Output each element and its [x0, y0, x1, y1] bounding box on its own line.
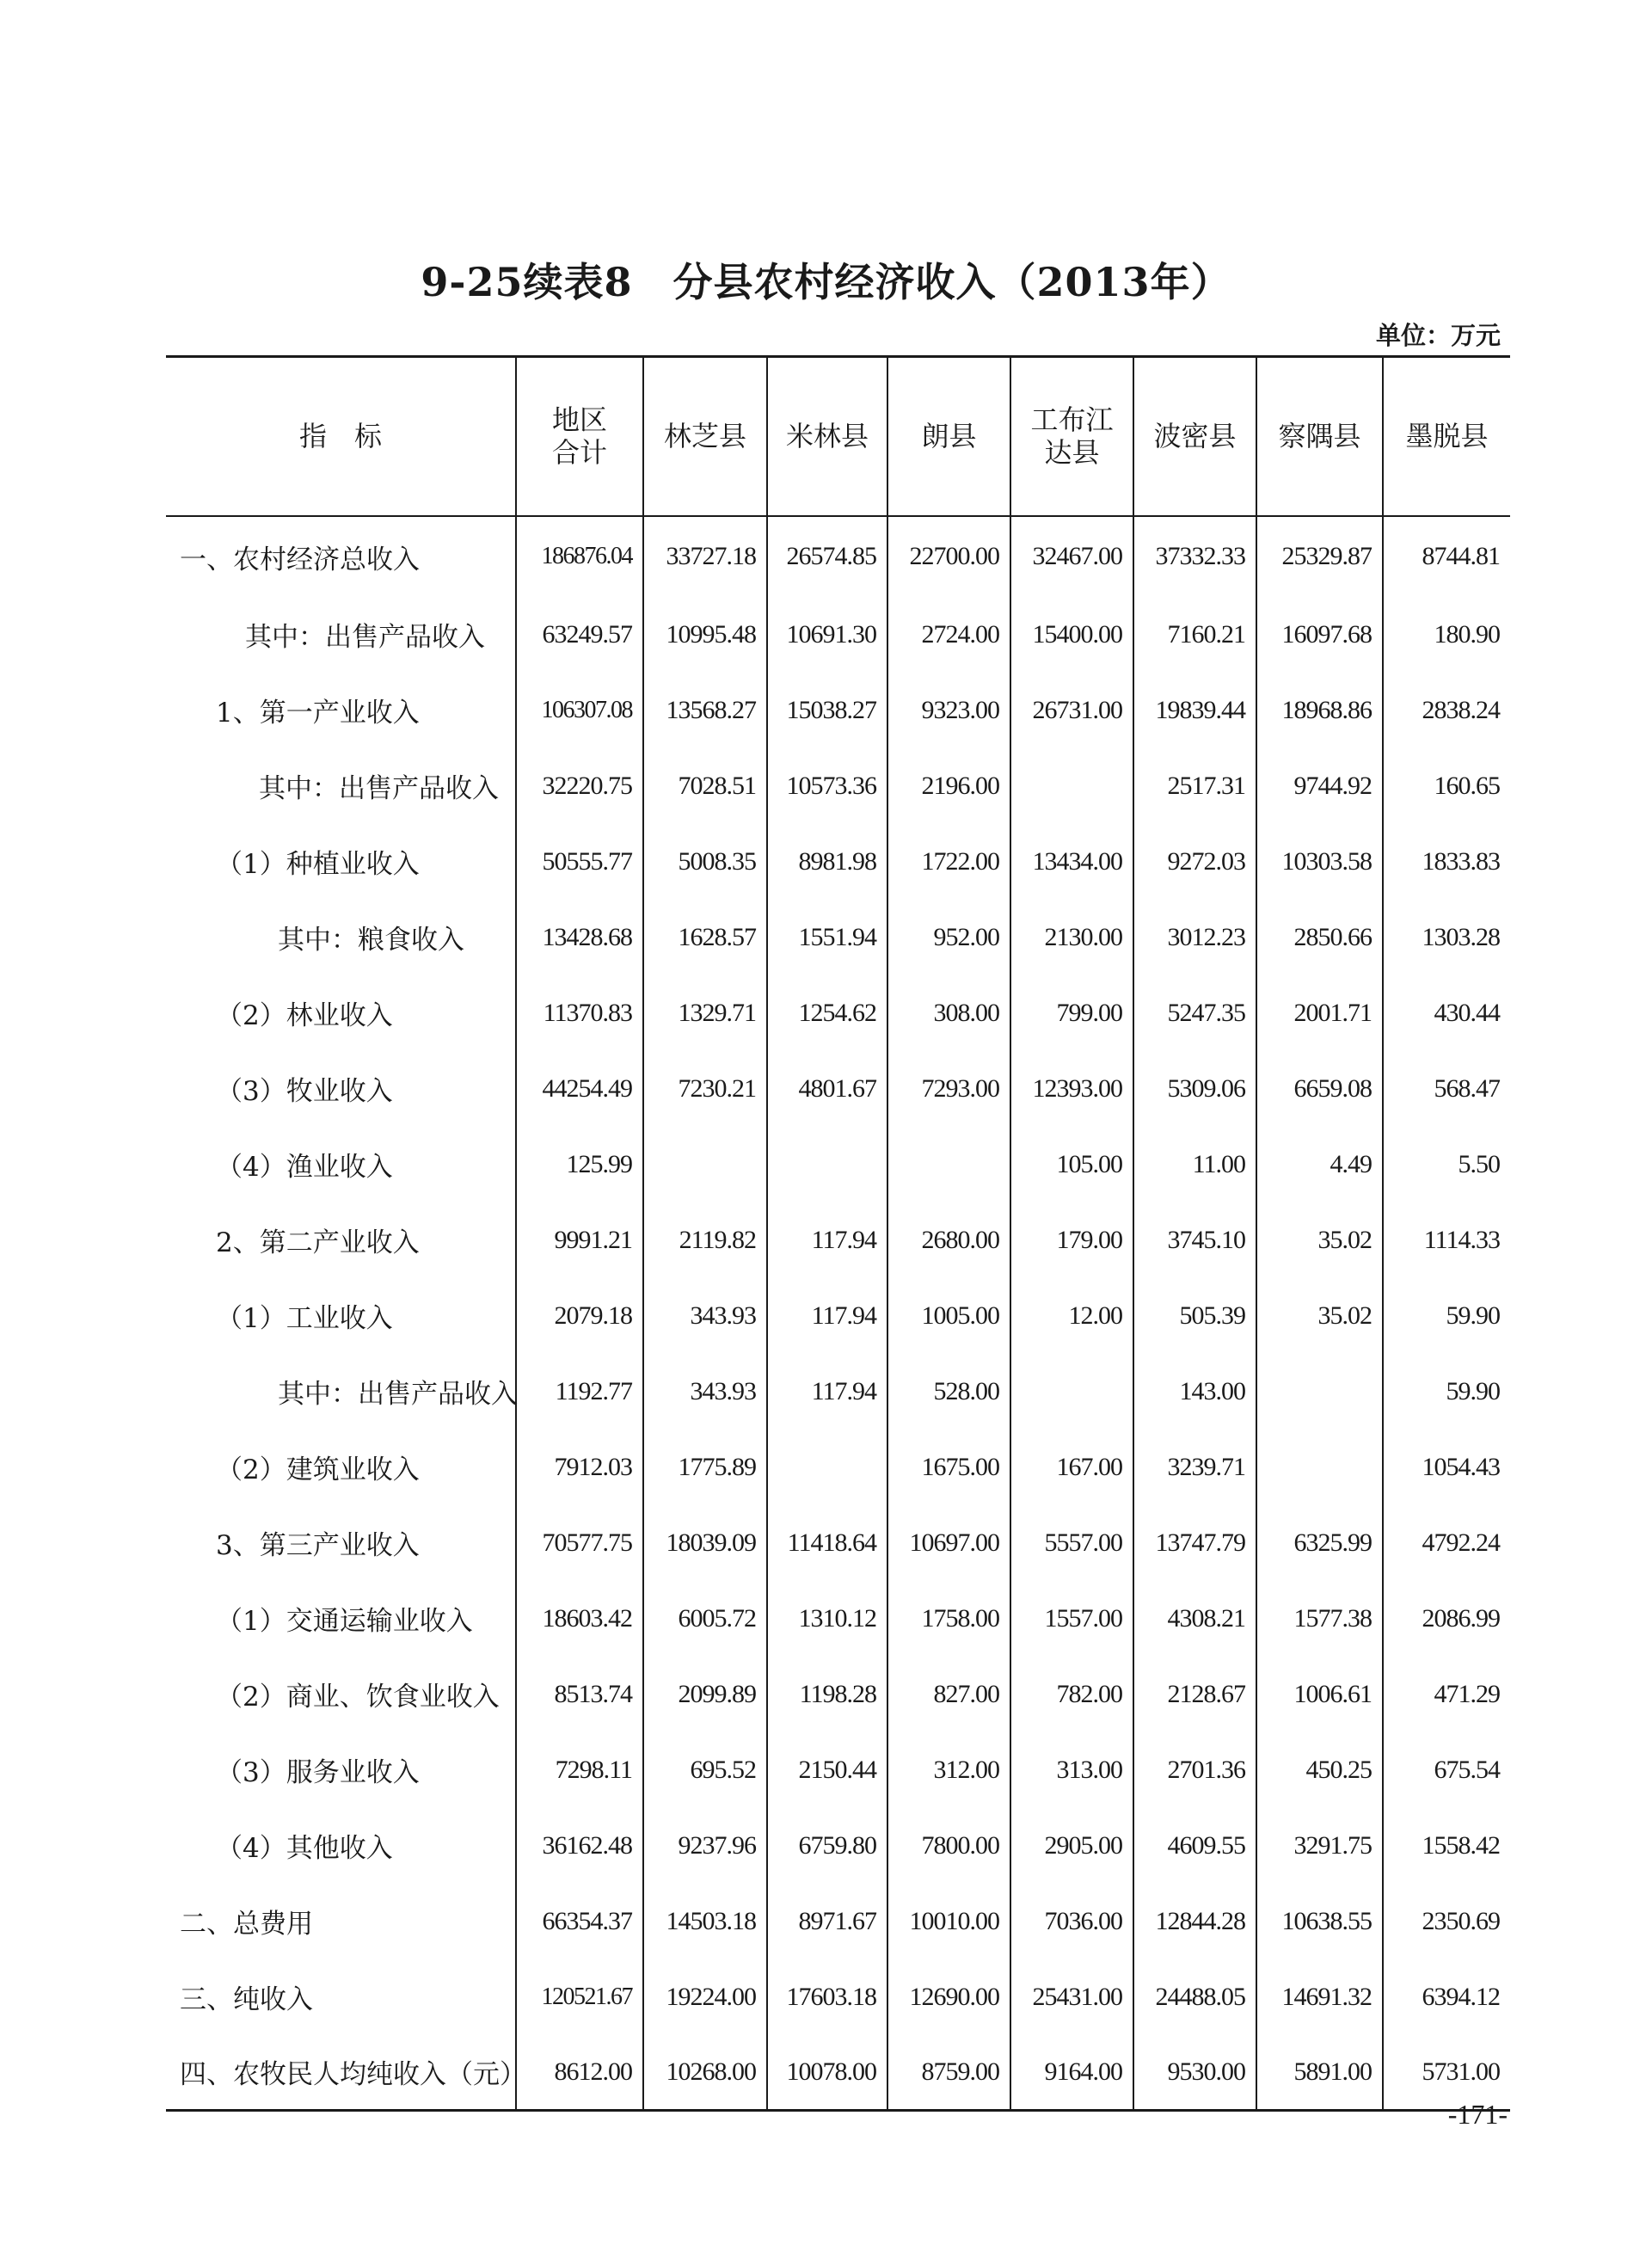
- table-row: [166, 1127, 1510, 1202]
- table-cell: 2150.44: [767, 1732, 887, 1808]
- table-row: [166, 975, 1510, 1051]
- table-cell: 66354.37: [516, 1884, 643, 1959]
- table-cell: [1010, 1354, 1133, 1430]
- table-cell: 1722.00: [887, 824, 1010, 900]
- table-cell: 1758.00: [887, 1581, 1010, 1657]
- table-cell: 2701.36: [1133, 1732, 1256, 1808]
- table-cell: 36162.48: [516, 1808, 643, 1884]
- table-cell: 7298.11: [516, 1732, 643, 1808]
- table-cell: 10638.55: [1256, 1884, 1383, 1959]
- row-label: （4）其他收入: [216, 1833, 393, 1864]
- table-cell: 2130.00: [1010, 900, 1133, 975]
- table-row: [166, 2035, 1510, 2111]
- table-cell: 117.94: [767, 1354, 887, 1430]
- header-col: 墨脱县: [1383, 357, 1510, 516]
- table-cell: 1114.33: [1383, 1202, 1510, 1278]
- table-cell: 10697.00: [887, 1505, 1010, 1581]
- table-cell: 5309.06: [1133, 1051, 1256, 1127]
- table-cell: 13747.79: [1133, 1505, 1256, 1581]
- table-cell: 7800.00: [887, 1808, 1010, 1884]
- table-cell: 2128.67: [1133, 1657, 1256, 1732]
- table-cell: 35.02: [1256, 1278, 1383, 1354]
- income-table: [166, 355, 1510, 2112]
- table-cell: 2350.69: [1383, 1884, 1510, 1959]
- table-cell: 11418.64: [767, 1505, 887, 1581]
- table-cell: [767, 1127, 887, 1202]
- table-cell: 1005.00: [887, 1278, 1010, 1354]
- table-row: [166, 673, 1510, 748]
- table-cell: 8759.00: [887, 2035, 1010, 2111]
- table-cell: 17603.18: [767, 1959, 887, 2035]
- row-label: （3）服务业收入: [216, 1757, 420, 1788]
- table-cell: 13434.00: [1010, 824, 1133, 900]
- table-cell: 18603.42: [516, 1581, 643, 1657]
- table-row: [166, 1657, 1510, 1732]
- table-cell: 9164.00: [1010, 2035, 1133, 2111]
- table-cell: 12690.00: [887, 1959, 1010, 2035]
- row-label: （3）牧业收入: [216, 1076, 393, 1107]
- table-cell: 4792.24: [1383, 1505, 1510, 1581]
- table-cell: 1329.71: [643, 975, 767, 1051]
- table-row: [166, 1808, 1510, 1884]
- table-cell: 312.00: [887, 1732, 1010, 1808]
- table-cell: 120521.67: [516, 1959, 643, 2035]
- table-cell: 1558.42: [1383, 1808, 1510, 1884]
- table-cell: 10078.00: [767, 2035, 887, 2111]
- table-cell: 1254.62: [767, 975, 887, 1051]
- table-cell: 4801.67: [767, 1051, 887, 1127]
- header-col: 林芝县: [643, 357, 767, 516]
- table-cell: 528.00: [887, 1354, 1010, 1430]
- table-cell: 9237.96: [643, 1808, 767, 1884]
- header-col: 朗县: [887, 357, 1010, 516]
- table-cell: 5891.00: [1256, 2035, 1383, 2111]
- table-cell: 37332.33: [1133, 516, 1256, 597]
- table-cell: 143.00: [1133, 1354, 1256, 1430]
- table-cell: 9272.03: [1133, 824, 1256, 900]
- header-col: 地区 合计: [516, 357, 643, 516]
- table-cell: 471.29: [1383, 1657, 1510, 1732]
- table-cell: 117.94: [767, 1202, 887, 1278]
- table-cell: 6394.12: [1383, 1959, 1510, 2035]
- table-cell: 827.00: [887, 1657, 1010, 1732]
- table-row: [166, 1959, 1510, 2035]
- row-label: 其中：出售产品收入: [259, 773, 499, 804]
- table-cell: 675.54: [1383, 1732, 1510, 1808]
- table-cell: 160.65: [1383, 748, 1510, 824]
- table-cell: 44254.49: [516, 1051, 643, 1127]
- table-cell: 1198.28: [767, 1657, 887, 1732]
- table-cell: 180.90: [1383, 597, 1510, 673]
- table-cell: 1557.00: [1010, 1581, 1133, 1657]
- table-cell: 13568.27: [643, 673, 767, 748]
- table-cell: 15400.00: [1010, 597, 1133, 673]
- table-cell: 125.99: [516, 1127, 643, 1202]
- table-cell: 6659.08: [1256, 1051, 1383, 1127]
- table-cell: 4308.21: [1133, 1581, 1256, 1657]
- table-cell: 59.90: [1383, 1278, 1510, 1354]
- table-cell: 5731.00: [1383, 2035, 1510, 2111]
- table-cell: 4.49: [1256, 1127, 1383, 1202]
- table-cell: 952.00: [887, 900, 1010, 975]
- table-cell: 5008.35: [643, 824, 767, 900]
- page-number: -171-: [1447, 2099, 1508, 2130]
- table-cell: [887, 1127, 1010, 1202]
- row-label: （2）林业收入: [216, 1000, 393, 1031]
- table-cell: 7036.00: [1010, 1884, 1133, 1959]
- table-cell: 2517.31: [1133, 748, 1256, 824]
- table-cell: 24488.05: [1133, 1959, 1256, 2035]
- table-cell: 9744.92: [1256, 748, 1383, 824]
- table-cell: 2079.18: [516, 1278, 643, 1354]
- table-cell: 1675.00: [887, 1430, 1010, 1505]
- header-col: 察隅县: [1256, 357, 1383, 516]
- table-cell: 2099.89: [643, 1657, 767, 1732]
- header-col: 波密县: [1133, 357, 1256, 516]
- table-cell: 695.52: [643, 1732, 767, 1808]
- row-label: 其中：出售产品收入: [278, 1379, 518, 1410]
- table-cell: 19224.00: [643, 1959, 767, 2035]
- table-cell: 799.00: [1010, 975, 1133, 1051]
- table-cell: 12844.28: [1133, 1884, 1256, 1959]
- table-cell: 10573.36: [767, 748, 887, 824]
- table-cell: 18039.09: [643, 1505, 767, 1581]
- table-cell: 9530.00: [1133, 2035, 1256, 2111]
- table-cell: 6759.80: [767, 1808, 887, 1884]
- table-cell: 7028.51: [643, 748, 767, 824]
- table-cell: 2724.00: [887, 597, 1010, 673]
- table-row: [166, 1354, 1510, 1430]
- table-row: [166, 1202, 1510, 1278]
- table-cell: 10995.48: [643, 597, 767, 673]
- table-cell: 9323.00: [887, 673, 1010, 748]
- table-cell: 8612.00: [516, 2035, 643, 2111]
- row-label: （1）工业收入: [216, 1303, 393, 1334]
- table-cell: 1310.12: [767, 1581, 887, 1657]
- row-label: （1）种植业收入: [216, 849, 420, 880]
- table-cell: 19839.44: [1133, 673, 1256, 748]
- table-cell: [1010, 748, 1133, 824]
- table-cell: 18968.86: [1256, 673, 1383, 748]
- table-cell: 14691.32: [1256, 1959, 1383, 2035]
- table-cell: 1551.94: [767, 900, 887, 975]
- table-cell: 10303.58: [1256, 824, 1383, 900]
- table-cell: 782.00: [1010, 1657, 1133, 1732]
- row-label: 其中：出售产品收入: [245, 622, 485, 653]
- table-cell: 10268.00: [643, 2035, 767, 2111]
- header-col: 米林县: [767, 357, 887, 516]
- table-cell: [643, 1127, 767, 1202]
- table-cell: 1833.83: [1383, 824, 1510, 900]
- header-col: 工布江 达县: [1010, 357, 1133, 516]
- table-cell: 25431.00: [1010, 1959, 1133, 2035]
- table-cell: 9991.21: [516, 1202, 643, 1278]
- table-cell: 1006.61: [1256, 1657, 1383, 1732]
- row-label: 二、总费用: [180, 1909, 313, 1940]
- table-cell: 1303.28: [1383, 900, 1510, 975]
- table-cell: 50555.77: [516, 824, 643, 900]
- table-cell: 4609.55: [1133, 1808, 1256, 1884]
- table-cell: [1256, 1354, 1383, 1430]
- row-label: 其中：粮食收入: [278, 925, 464, 956]
- table-cell: 5.50: [1383, 1127, 1510, 1202]
- table-cell: 5557.00: [1010, 1505, 1133, 1581]
- table-row: [166, 597, 1510, 673]
- table-cell: 117.94: [767, 1278, 887, 1354]
- table-cell: 8981.98: [767, 824, 887, 900]
- table-row: [166, 1884, 1510, 1959]
- page-title: 9-25续表8 分县农村经济收入（2013年）: [421, 259, 1231, 305]
- table-cell: 186876.04: [516, 516, 643, 597]
- table-cell: 568.47: [1383, 1051, 1510, 1127]
- table-cell: 10691.30: [767, 597, 887, 673]
- table-cell: 308.00: [887, 975, 1010, 1051]
- table-cell: 505.39: [1133, 1278, 1256, 1354]
- unit-label: 单位：万元: [1375, 321, 1501, 350]
- row-label: 三、纯收入: [180, 1984, 313, 2015]
- table-cell: 167.00: [1010, 1430, 1133, 1505]
- table-cell: 3291.75: [1256, 1808, 1383, 1884]
- table-cell: 2850.66: [1256, 900, 1383, 975]
- table-row: [166, 1581, 1510, 1657]
- table-row: [166, 516, 1510, 597]
- table-cell: 2905.00: [1010, 1808, 1133, 1884]
- table-row: [166, 1051, 1510, 1127]
- table-cell: 2001.71: [1256, 975, 1383, 1051]
- table-cell: 1577.38: [1256, 1581, 1383, 1657]
- table-row: [166, 1430, 1510, 1505]
- table-cell: 8744.81: [1383, 516, 1510, 597]
- table-cell: 7160.21: [1133, 597, 1256, 673]
- table-cell: 32220.75: [516, 748, 643, 824]
- table-cell: 26574.85: [767, 516, 887, 597]
- table-cell: 2119.82: [643, 1202, 767, 1278]
- table-cell: 70577.75: [516, 1505, 643, 1581]
- table-cell: 105.00: [1010, 1127, 1133, 1202]
- row-label: （2）建筑业收入: [216, 1454, 420, 1485]
- table-cell: 33727.18: [643, 516, 767, 597]
- row-label: 1、第一产业收入: [216, 698, 420, 729]
- table-cell: 13428.68: [516, 900, 643, 975]
- table-cell: 6325.99: [1256, 1505, 1383, 1581]
- table-cell: [767, 1430, 887, 1505]
- row-label: （1）交通运输业收入: [216, 1606, 473, 1637]
- table-cell: 12.00: [1010, 1278, 1133, 1354]
- table-body: [166, 516, 1510, 2111]
- table-cell: 2196.00: [887, 748, 1010, 824]
- table-cell: 16097.68: [1256, 597, 1383, 673]
- table-cell: 2086.99: [1383, 1581, 1510, 1657]
- row-label: 一、农村经济总收入: [180, 544, 420, 575]
- table-cell: 1775.89: [643, 1430, 767, 1505]
- table-cell: 12393.00: [1010, 1051, 1133, 1127]
- table-cell: 63249.57: [516, 597, 643, 673]
- table-cell: 450.25: [1256, 1732, 1383, 1808]
- table-row: [166, 1732, 1510, 1808]
- table-header-row: [166, 357, 1510, 516]
- table-row: [166, 1505, 1510, 1581]
- table-cell: 59.90: [1383, 1354, 1510, 1430]
- row-label: （2）商业、饮食业收入: [216, 1682, 500, 1713]
- row-label: 2、第二产业收入: [216, 1227, 420, 1258]
- table-row: [166, 824, 1510, 900]
- table-cell: 106307.08: [516, 673, 643, 748]
- table-cell: 2680.00: [887, 1202, 1010, 1278]
- table-cell: 343.93: [643, 1354, 767, 1430]
- table-cell: 14503.18: [643, 1884, 767, 1959]
- table-cell: 2838.24: [1383, 673, 1510, 748]
- table-cell: [1256, 1430, 1383, 1505]
- table-cell: 10010.00: [887, 1884, 1010, 1959]
- table-row: [166, 900, 1510, 975]
- table-cell: 7293.00: [887, 1051, 1010, 1127]
- table-cell: 3012.23: [1133, 900, 1256, 975]
- table-cell: 22700.00: [887, 516, 1010, 597]
- table-cell: 313.00: [1010, 1732, 1133, 1808]
- table-cell: 26731.00: [1010, 673, 1133, 748]
- table-cell: 35.02: [1256, 1202, 1383, 1278]
- table-cell: 8513.74: [516, 1657, 643, 1732]
- table-cell: 1628.57: [643, 900, 767, 975]
- table-cell: 3745.10: [1133, 1202, 1256, 1278]
- table-cell: 8971.67: [767, 1884, 887, 1959]
- table-cell: 7912.03: [516, 1430, 643, 1505]
- table-cell: 430.44: [1383, 975, 1510, 1051]
- table-cell: 6005.72: [643, 1581, 767, 1657]
- row-label: 3、第三产业收入: [216, 1530, 420, 1561]
- table-cell: 11370.83: [516, 975, 643, 1051]
- table-row: [166, 1278, 1510, 1354]
- table-cell: 3239.71: [1133, 1430, 1256, 1505]
- table-cell: 179.00: [1010, 1202, 1133, 1278]
- table-cell: 15038.27: [767, 673, 887, 748]
- table-cell: 1192.77: [516, 1354, 643, 1430]
- table-row: [166, 748, 1510, 824]
- table-cell: 11.00: [1133, 1127, 1256, 1202]
- header-indicator: 指 标: [166, 357, 516, 516]
- table-cell: 343.93: [643, 1278, 767, 1354]
- table-cell: 1054.43: [1383, 1430, 1510, 1505]
- table-cell: 32467.00: [1010, 516, 1133, 597]
- row-label: 四、农牧民人均纯收入（元）: [166, 2035, 516, 2111]
- row-label: （4）渔业收入: [216, 1152, 393, 1183]
- table-cell: 25329.87: [1256, 516, 1383, 597]
- table-cell: 5247.35: [1133, 975, 1256, 1051]
- table-cell: 7230.21: [643, 1051, 767, 1127]
